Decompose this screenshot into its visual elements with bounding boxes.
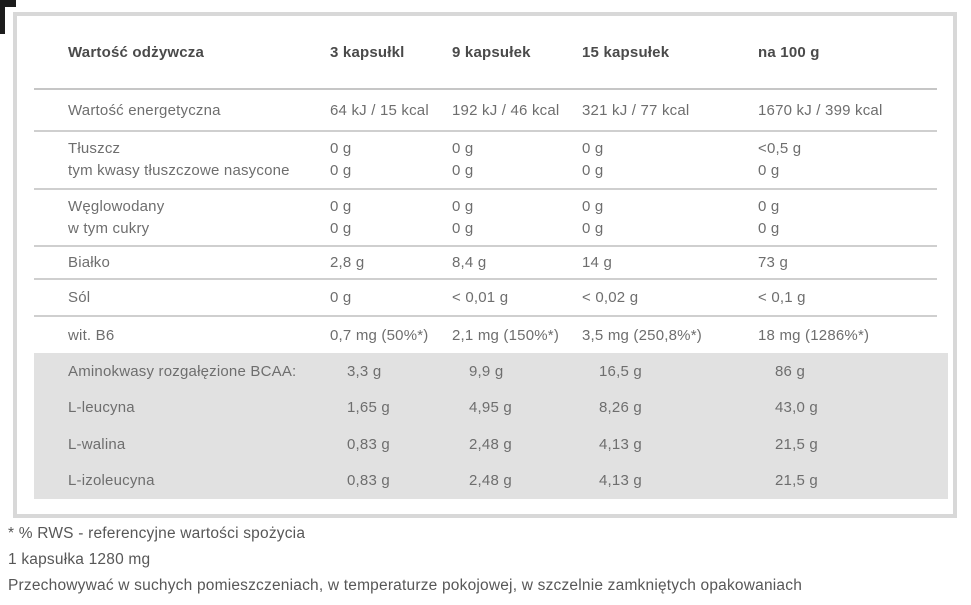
row-label: wit. B6 — [68, 326, 115, 344]
row-value: 8,4 g — [452, 254, 487, 271]
table-row-salt — [17, 280, 953, 315]
row-value: 21,5 g — [775, 435, 818, 453]
row-value: 0 g — [330, 197, 352, 215]
row-value: 0 g — [330, 219, 352, 237]
row-value: <0,5 g — [758, 140, 802, 157]
row-value: 2,8 g — [330, 254, 365, 271]
row-value: < 0,02 g — [582, 289, 639, 306]
row-value: 0 g — [582, 162, 604, 179]
row-value: 0 g — [452, 162, 474, 179]
table-row-leucine — [34, 390, 948, 427]
table-row-fat — [17, 132, 953, 188]
row-value: < 0,1 g — [758, 289, 806, 306]
row-value: 0 g — [758, 197, 780, 215]
row-sublabel: w tym cukry — [68, 219, 150, 237]
row-label: Białko — [68, 254, 111, 271]
row-value: 2,1 mg (150%*) — [452, 326, 560, 344]
row-value: 0 g — [452, 219, 474, 237]
row-value: < 0,01 g — [452, 289, 509, 306]
row-value: 4,13 g — [599, 472, 642, 490]
row-value: 86 g — [775, 362, 805, 380]
table-row-bcaa-total — [34, 353, 948, 390]
row-value: 14 g — [582, 254, 612, 271]
row-value: 0,83 g — [347, 472, 390, 490]
row-label: L-walina — [68, 435, 126, 453]
row-value: 3,5 mg (250,8%*) — [582, 326, 702, 344]
table-row-energy — [17, 90, 953, 130]
row-value: 0 g — [582, 197, 604, 215]
row-value: 321 kJ / 77 kcal — [582, 101, 690, 119]
header-15-capsules: 15 kapsułek — [582, 43, 670, 61]
table-header-row — [17, 16, 953, 88]
header-per-100g: na 100 g — [758, 43, 820, 61]
row-label: Węglowodany — [68, 197, 165, 215]
row-value: 21,5 g — [775, 472, 818, 490]
bcaa-highlight-section — [34, 353, 948, 499]
header-nutritional-value: Wartość odżywcza — [68, 43, 205, 61]
row-value: 43,0 g — [775, 399, 818, 417]
row-value: 1,65 g — [347, 399, 390, 417]
row-value: 192 kJ / 46 kcal — [452, 101, 560, 119]
row-label: Sól — [68, 289, 91, 306]
row-value: 0 g — [452, 140, 474, 157]
row-value: 0 g — [330, 289, 352, 306]
row-value: 4,95 g — [469, 399, 512, 417]
row-value: 64 kJ / 15 kcal — [330, 101, 429, 119]
table-row-protein — [17, 247, 953, 278]
row-value: 0 g — [330, 162, 352, 179]
row-sublabel: tym kwasy tłuszczowe nasycone — [68, 162, 290, 179]
row-value: 73 g — [758, 254, 788, 271]
footnote-capsule-weight: 1 kapsułka 1280 mg — [8, 551, 151, 568]
footnote-storage: Przechowywać w suchych pomieszczeniach, w temperaturze pokojowej, w szczelnie zamkniętych opakowaniach — [8, 577, 803, 594]
row-value: 2,48 g — [469, 472, 512, 490]
row-value: 9,9 g — [469, 362, 504, 380]
row-value: 0 g — [758, 162, 780, 179]
footnote-rws: * % RWS - referencyjne wartości spożycia — [8, 525, 306, 542]
row-label: L-leucyna — [68, 399, 135, 417]
row-label: Wartość energetyczna — [68, 101, 221, 119]
row-value: 0,83 g — [347, 435, 390, 453]
table-row-isoleucine — [34, 463, 948, 500]
header-9-capsules: 9 kapsułek — [452, 43, 531, 61]
row-value: 2,48 g — [469, 435, 512, 453]
row-value: 0 g — [452, 197, 474, 215]
row-value: 0 g — [582, 219, 604, 237]
row-value: 0 g — [758, 219, 780, 237]
nutrition-table — [13, 12, 957, 518]
row-value: 0 g — [330, 140, 352, 157]
header-3-capsules: 3 kapsułkl — [330, 43, 405, 61]
row-label: L-izoleucyna — [68, 472, 155, 490]
table-row-carbohydrates — [17, 190, 953, 245]
footnotes — [8, 521, 802, 599]
row-label: Tłuszcz — [68, 140, 121, 157]
row-value: 0 g — [582, 140, 604, 157]
row-value: 0,7 mg (50%*) — [330, 326, 429, 344]
row-label: Aminokwasy rozgałęzione BCAA: — [68, 362, 297, 380]
table-row-vitamin-b6 — [17, 317, 953, 353]
row-value: 8,26 g — [599, 399, 642, 417]
table-row-valine — [34, 426, 948, 463]
row-value: 16,5 g — [599, 362, 642, 380]
row-value: 3,3 g — [347, 362, 382, 380]
row-value: 18 mg (1286%*) — [758, 326, 870, 344]
row-value: 4,13 g — [599, 435, 642, 453]
row-value: 1670 kJ / 399 kcal — [758, 101, 883, 119]
